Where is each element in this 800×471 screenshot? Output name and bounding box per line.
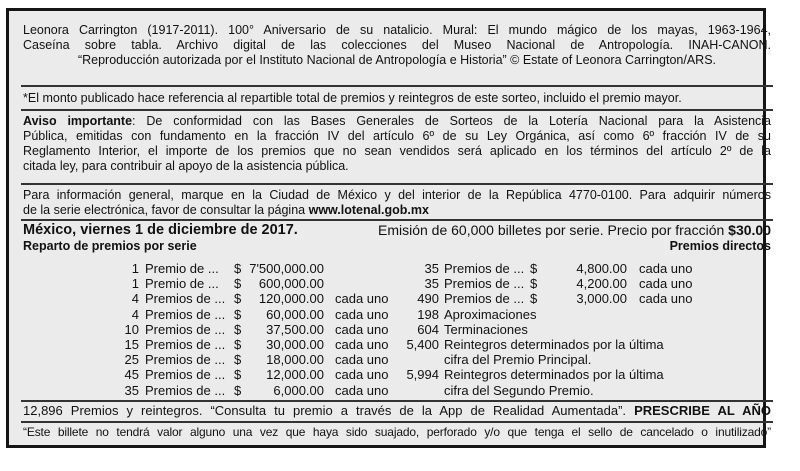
prize-suffix: cada uno bbox=[335, 367, 389, 383]
summary-text: 12,896 Premios y reintegros. “Consulta tu premio a través de la App de Realidad Aumentada”. bbox=[23, 403, 627, 418]
prize-currency: $ bbox=[234, 276, 242, 292]
prize-suffix: cada uno bbox=[335, 291, 389, 307]
prize-currency: $ bbox=[530, 276, 538, 292]
prize-amount: 120,000.00 bbox=[258, 291, 324, 307]
prize-label: Premios de ... bbox=[145, 291, 226, 307]
credits-line-3: “Reproducción autorizada por el Instituto Nacional de Antropología e Historia” © Estate of Leonora Carrington/ARS. bbox=[77, 53, 717, 67]
prize-row bbox=[389, 261, 769, 276]
prize-currency: $ bbox=[234, 382, 242, 398]
aviso-line-1: : De conformidad con las Bases Generales de Sorteos de la Lotería Nacional para la Asistencia bbox=[132, 114, 771, 128]
prize-amount: 6,000.00 bbox=[273, 382, 324, 398]
info-line-2: de la serie electrónica, favor de consultar la página bbox=[23, 203, 309, 217]
left-subtitle: Reparto de premios por serie bbox=[23, 239, 197, 253]
prize-currency: $ bbox=[530, 261, 538, 276]
prize-row bbox=[23, 337, 393, 352]
prize-row bbox=[389, 291, 769, 306]
divider bbox=[21, 421, 773, 423]
draw-header bbox=[23, 222, 771, 256]
prize-row bbox=[23, 367, 393, 382]
prize-row bbox=[389, 307, 769, 322]
prize-currency: $ bbox=[234, 321, 242, 337]
prize-label: Premios de ... bbox=[145, 337, 226, 352]
prize-label: Premios de ... bbox=[145, 321, 226, 337]
prize-currency: $ bbox=[234, 367, 242, 383]
prize-count: 10 bbox=[124, 321, 139, 337]
prize-label: Premios de ... bbox=[444, 291, 525, 307]
prize-label: Premios de ... bbox=[444, 261, 525, 276]
prize-suffix: cada uno bbox=[335, 321, 389, 337]
divider bbox=[21, 85, 773, 87]
prize-table-left bbox=[23, 261, 393, 401]
prize-label: Premios de ... bbox=[145, 382, 226, 398]
prize-currency: $ bbox=[530, 291, 538, 307]
prize-label: Premios de ... bbox=[145, 352, 226, 368]
prize-amount: 4,200.00 bbox=[576, 276, 627, 292]
artwork-credits bbox=[23, 23, 771, 68]
prize-count: 490 bbox=[417, 291, 439, 307]
prize-count: 4 bbox=[131, 291, 139, 307]
prize-count: 604 bbox=[417, 321, 439, 337]
prize-count: 198 bbox=[417, 306, 439, 322]
prize-count: 1 bbox=[131, 276, 139, 292]
prize-currency: $ bbox=[234, 337, 242, 352]
prize-label: Terminaciones bbox=[444, 321, 528, 337]
prize-suffix: cada uno bbox=[335, 352, 389, 368]
prize-amount: 37,500.00 bbox=[266, 321, 324, 337]
prize-count: 5,994 bbox=[406, 367, 439, 383]
website-link[interactable]: www.lotenal.gob.mx bbox=[308, 203, 429, 217]
footer-summary bbox=[23, 403, 771, 418]
prize-count: 5,400 bbox=[406, 337, 439, 352]
prize-label: cifra del Segundo Premio. bbox=[444, 382, 594, 398]
prize-row bbox=[23, 383, 393, 398]
aviso-line-4: citada ley, para contribuir al apoyo de la asistencia pública. bbox=[23, 159, 349, 173]
prize-label: Reintegros determinados por la última bbox=[444, 367, 664, 383]
prize-label: Premio de ... bbox=[145, 276, 219, 292]
divider bbox=[21, 109, 773, 111]
prize-row bbox=[389, 337, 769, 352]
prize-suffix: cada uno bbox=[335, 382, 389, 398]
divider bbox=[21, 400, 773, 402]
info-section bbox=[23, 188, 771, 218]
prize-amount: 7'500,000.00 bbox=[249, 261, 324, 276]
monto-note-text: *El monto publicado hace referencia al repartible total de premios y reintegros de este sorteo, incluido el premio mayor. bbox=[23, 91, 682, 105]
prize-count: 4 bbox=[131, 306, 139, 322]
prize-row bbox=[23, 276, 393, 291]
prize-table-right bbox=[389, 261, 769, 401]
prize-amount: 12,000.00 bbox=[266, 367, 324, 383]
prize-row bbox=[389, 352, 769, 367]
prize-currency: $ bbox=[234, 306, 242, 322]
disclaimer-text: “Este billete no tendrá valor alguno una vez que haya sido suajado, perforado y/o que tenga el sello de cancelado o inutilizado” bbox=[23, 425, 771, 439]
prize-amount: 4,800.00 bbox=[576, 261, 627, 276]
prize-suffix: cada uno bbox=[639, 291, 693, 307]
prize-count: 1 bbox=[131, 261, 139, 276]
prize-suffix: cada uno bbox=[639, 276, 693, 292]
prize-row bbox=[389, 383, 769, 398]
disclaimer bbox=[23, 425, 771, 440]
prize-amount: 18,000.00 bbox=[266, 352, 324, 368]
prize-count: 45 bbox=[124, 367, 139, 383]
prize-amount: 60,000.00 bbox=[266, 306, 324, 322]
aviso-label: Aviso importante bbox=[23, 114, 133, 128]
lottery-ticket-back bbox=[6, 8, 771, 448]
monto-note bbox=[23, 91, 771, 106]
prize-suffix: cada uno bbox=[335, 337, 389, 352]
fraction-price: $30.00 bbox=[728, 222, 771, 238]
divider bbox=[21, 183, 773, 185]
prize-currency: $ bbox=[234, 352, 242, 368]
prize-count: 25 bbox=[124, 352, 139, 368]
prize-amount: 3,000.00 bbox=[576, 291, 627, 307]
prize-suffix: cada uno bbox=[335, 306, 389, 322]
prize-label: Premios de ... bbox=[145, 306, 226, 322]
credits-line-2: Caseína sobre tabla. Archivo digital de las colecciones del Museo Nacional de Antropología. INAH-CANON. bbox=[23, 38, 771, 52]
prize-row bbox=[389, 322, 769, 337]
prize-label: Premios de ... bbox=[145, 367, 226, 383]
prize-suffix: cada uno bbox=[639, 261, 693, 276]
prize-count: 35 bbox=[424, 276, 439, 292]
prize-count: 35 bbox=[124, 382, 139, 398]
draw-date: México, viernes 1 de diciembre de 2017. bbox=[23, 222, 298, 238]
credits-line-1: Leonora Carrington (1917-2011). 100° Aniversario de su natalicio. Mural: El mundo mágico de los mayas, 1963-1964, bbox=[23, 23, 771, 37]
prize-currency: $ bbox=[234, 291, 242, 307]
prize-row bbox=[23, 291, 393, 306]
prize-row bbox=[23, 352, 393, 367]
prize-label: Reintegros determinados por la última bbox=[444, 337, 664, 352]
prize-label: Premios de ... bbox=[444, 276, 525, 292]
prize-label: Premio de ... bbox=[145, 261, 219, 276]
prize-row bbox=[23, 261, 393, 276]
prize-currency: $ bbox=[234, 261, 242, 276]
prize-count: 15 bbox=[124, 337, 139, 352]
aviso-importante bbox=[23, 114, 771, 174]
divider bbox=[21, 219, 773, 221]
prize-count: 35 bbox=[424, 261, 439, 276]
prize-label: Aproximaciones bbox=[444, 306, 537, 322]
right-subtitle: Premios directos bbox=[669, 239, 771, 253]
prize-row bbox=[389, 276, 769, 291]
prize-amount: 30,000.00 bbox=[266, 337, 324, 352]
aviso-line-2: Pública, emitidas con fundamento en la fracción IV del artículo 6º de su Ley Orgánica, así como 6º fracción IV de su bbox=[23, 129, 771, 143]
info-line-1: Para información general, marque en la Ciudad de México y del interior de la República 4770-0100. Para adquirir números bbox=[23, 188, 771, 202]
prize-row bbox=[389, 367, 769, 382]
prescribe-label: PRESCRIBE AL AÑO bbox=[634, 403, 771, 418]
prize-label: cifra del Premio Principal. bbox=[444, 352, 592, 368]
prize-row bbox=[23, 322, 393, 337]
prize-amount: 600,000.00 bbox=[258, 276, 324, 292]
prize-row bbox=[23, 307, 393, 322]
emission-text: Emisión de 60,000 billetes por serie. Precio por fracción bbox=[377, 222, 729, 238]
aviso-line-3: Reglamento Interior, el importe de los premios que no sean vendidos será aplicado en los términos del artículo 2º de la bbox=[23, 144, 771, 158]
